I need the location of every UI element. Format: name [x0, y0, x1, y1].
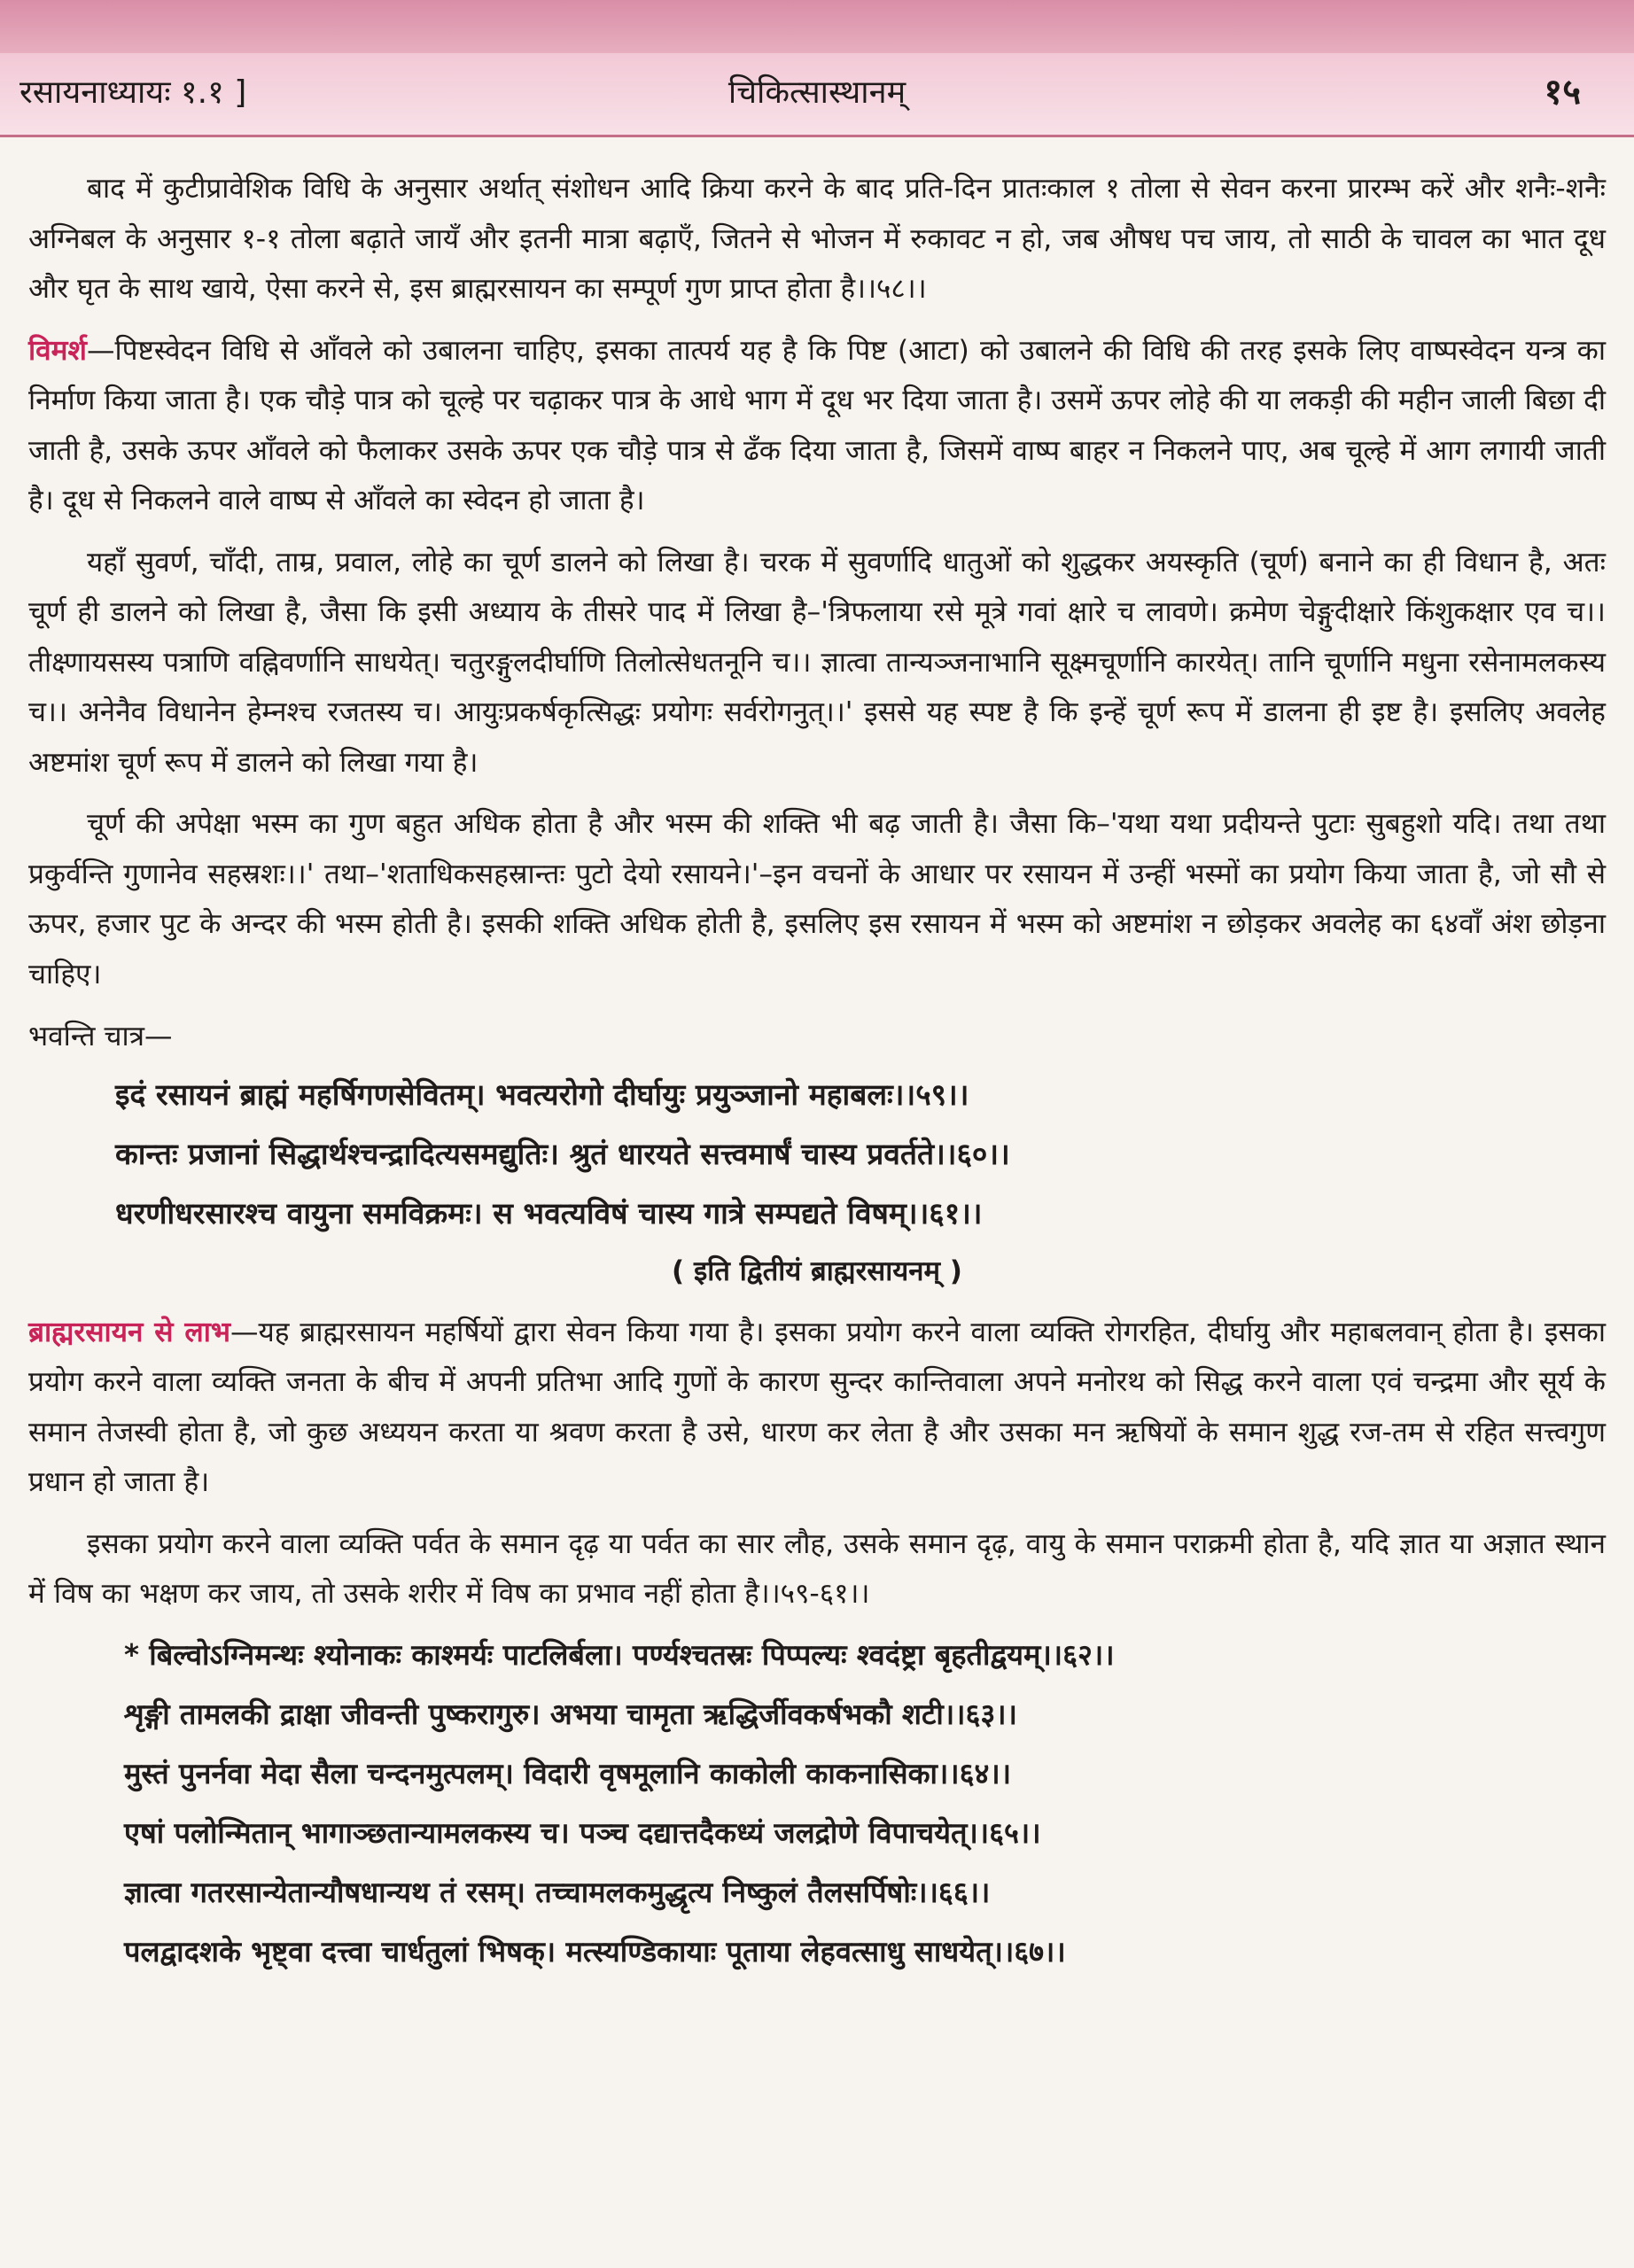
iti-colophon: ( इति द्वितीयं ब्राह्मरसायनम् ) [672, 1254, 962, 1287]
vimarsh-text: —पिष्टस्वेदन विधि से आँवले को उबालना चाहिए, इसका तात्पर्य यह है कि पिष्ट (आटा) को उबालने की विधि की तरह इसके लिए वाष्पस्वेदन यन्त्र का निर्माण किया जाता है। एक चौड़े पात्र को चूल्हे पर चढ़ाकर पात्र के आधे भाग में दूध भर दिया जाता है। उसमें ऊपर लोहे की या लकड़ी की महीन जाली बिछा दी जाती है, उसके ऊपर आँवले को फैलाकर उसके ऊपर एक चौड़े पात्र से ढँक दिया जाता है, जिसमें वाष्प बाहर न निकलने पाए, अब चूल्हे में आग लगायी जाती है। दूध से निकलने वाले वाष्प से आँवले का स्वेदन हो जाता है। [28, 334, 1606, 517]
paragraph-58: बाद में कुटीप्रावेशिक विधि के अनुसार अर्थात् संशोधन आदि क्रिया करने के बाद प्रति-दिन प्रातःकाल १ तोला से सेवन करना प्रारम्भ करें और शनैः-शनैः अग्निबल के अनुसार १-१ तोला बढ़ाते जायँ और इतनी मात्रा बढ़ाएँ, जितने से भोजन में रुकावट न हो, जब औषध पच जाय, तो साठी के चावल का भात दूध और घृत के साथ खाये, ऐसा करने से, इस ब्राह्मरसायन का सम्पूर्ण गुण प्राप्त होता है।।५८।। [28, 173, 1606, 305]
verse-63: शृङ्गी तामलकी द्राक्षा जीवन्ती पुष्करागुरु। अभया चामृता ऋद्धिर्जीवकर्षभकौ शटी।।६३।। [124, 1697, 1017, 1731]
verse-65: एषां पलोन्मितान् भागाञ्छतान्यामलकस्य च। पञ्च दद्यात्तदैकध्यं जलद्रोणे विपाचयेत्।।६५।। [124, 1815, 1041, 1850]
page-header [0, 53, 1634, 137]
bhavanti-line: भवन्ति चात्र— [28, 1021, 173, 1052]
verse-64: मुस्तं पुनर्नवा मेदा सैला चन्दनमुत्पलम्। विदारी वृषमूलानि काकोली काकनासिका।।६४।। [124, 1756, 1012, 1790]
verse-block-59-61 [28, 1071, 1606, 1238]
verse-61: धरणीधरसारश्च वायुना समविक्रमः। स भवत्यविषं चास्य गात्रे सम्पद्यते विषम्।।६१।। [115, 1195, 983, 1231]
verse-67: पलद्वादशके भृष्ट्वा दत्त्वा चार्धतुलां भिषक्। मत्स्यण्डिकायाः पूताया लेहवत्साधु साधयेत्।।६७।। [124, 1934, 1066, 1969]
labh-label: ब्राह्मरसायन से लाभ [28, 1316, 231, 1348]
vimarsh-paragraph [28, 326, 1606, 526]
paragraph-churna: यहाँ सुवर्ण, चाँदी, ताम्र, प्रवाल, लोहे का चूर्ण डालने को लिखा है। चरक में सुवर्णादि धातुओं को शुद्धकर अयस्कृति (चूर्ण) बनाने का ही विधान है, अतः चूर्ण ही डालने को लिखा है, जैसा कि इसी अध्याय के तीसरे पाद में लिखा है–'त्रिफलाया रसे मूत्रे गवां क्षारे च लावणे। क्रमेण चेङ्गुदीक्षारे किंशुकक्षार एव च।। तीक्ष्णायसस्य पत्राणि वह्निवर्णानि साधयेत्। चतुरङ्गुलदीर्घाणि तिलोत्सेधतनूनि च।। ज्ञात्वा तान्यञ्जनाभानि सूक्ष्मचूर्णानि कारयेत्। तानि चूर्णानि मधुना रसेनामलकस्य च।। अनेनैव विधानेन हेम्नश्च रजतस्य च। आयुःप्रकर्षकृत्सिद्धः प्रयोगः सर्वरोगनुत्।।' इससे यह स्पष्ट है कि इन्हें चूर्ण रूप में डालना ही इष्ट है। इसलिए अवलेह अष्टमांश चूर्ण रूप में डालने को लिखा गया है। [28, 546, 1606, 779]
verse-60: कान्तः प्रजानां सिद्धार्थश्चन्द्रादित्यसमद्युतिः। श्रुतं धारयते सत्त्वमार्षं चास्य प्रवर्तते।।६०।। [115, 1136, 1010, 1171]
vimarsh-label: विमर्श [28, 334, 87, 367]
verse-62: * बिल्वोऽग्निमन्थः श्योनाकः काश्मर्यः पाटलिर्बला। पर्ण्यश्चतस्रः पिप्पल्यः श्वदंष्ट्रा बृहतीद्वयम्।।६२।। [124, 1637, 1115, 1672]
verse-block-62-67 [28, 1631, 1606, 1976]
verse-59: इदं रसायनं ब्राह्मं महर्षिगणसेवितम्। भवत्यरोगो दीर्घायुः प्रयुञ्जानो महाबलः।।५९।। [115, 1076, 969, 1112]
running-head-title: चिकित्सास्थानम् [728, 74, 906, 111]
page-body [28, 164, 1606, 1987]
labh-text: —यह ब्राह्मरसायन महर्षियों द्वारा सेवन किया गया है। इसका प्रयोग करने वाला व्यक्ति रोगरहित, दीर्घायु और महाबलवान् होता है। इसका प्रयोग करने वाला व्यक्ति जनता के बीच में अपनी प्रतिभा आदि गुणों के कारण सुन्दर कान्तिवाला अपने मनोरथ को सिद्ध करने वाला एवं चन्द्रमा और सूर्य के समान तेजस्वी होता है, जो कुछ अध्ययन करता या श्रवण करता है उसे, धारण कर लेता है और उसका मन ऋषियों के समान शुद्ध रज-तम से रहित सत्त्वगुण प्रधान हो जाता है। [28, 1316, 1607, 1498]
paragraph-59-61: इसका प्रयोग करने वाला व्यक्ति पर्वत के समान दृढ़ या पर्वत का सार लौह, उसके समान दृढ़, वायु के समान पराक्रमी होता है, यदि ज्ञात या अज्ञात स्थान में विष का भक्षण कर जाय, तो उसके शरीर में विष का प्रभाव नहीं होता है।।५९-६१।। [28, 1527, 1606, 1610]
paragraph-bhasma: चूर्ण की अपेक्षा भस्म का गुण बहुत अधिक होता है और भस्म की शक्ति भी बढ़ जाती है। जैसा कि–'यथा यथा प्रदीयन्ते पुटाः सुबहुशो यदि। तथा तथा प्रकुर्वन्ति गुणानेव सहस्रशः।।' तथा–'शताधिकसहस्रान्तः पुटो देयो रसायने।'–इन वचनों के आधार पर रसायन में उन्हीं भस्मों का प्रयोग किया जाता है, जो सौ से ऊपर, हजार पुट के अन्दर की भस्म होती है। इसकी शक्ति अधिक होती है, इसलिए इस रसायन में भस्म को अष्टमांश न छोड़कर अवलेह का ६४वाँ अंश छोड़ना चाहिए। [28, 808, 1606, 990]
top-color-band [0, 0, 1634, 53]
verse-66: ज्ञात्वा गतरसान्येतान्यौषधान्यथ तं रसम्। तच्चामलकमुद्धृत्य निष्कुलं तैलसर्पिषोः।।६६।। [124, 1875, 991, 1909]
page-number: १५ [1544, 72, 1581, 113]
running-head-chapter: रसायनाध्यायः १.१ ] [19, 74, 247, 111]
labh-paragraph [28, 1308, 1606, 1508]
